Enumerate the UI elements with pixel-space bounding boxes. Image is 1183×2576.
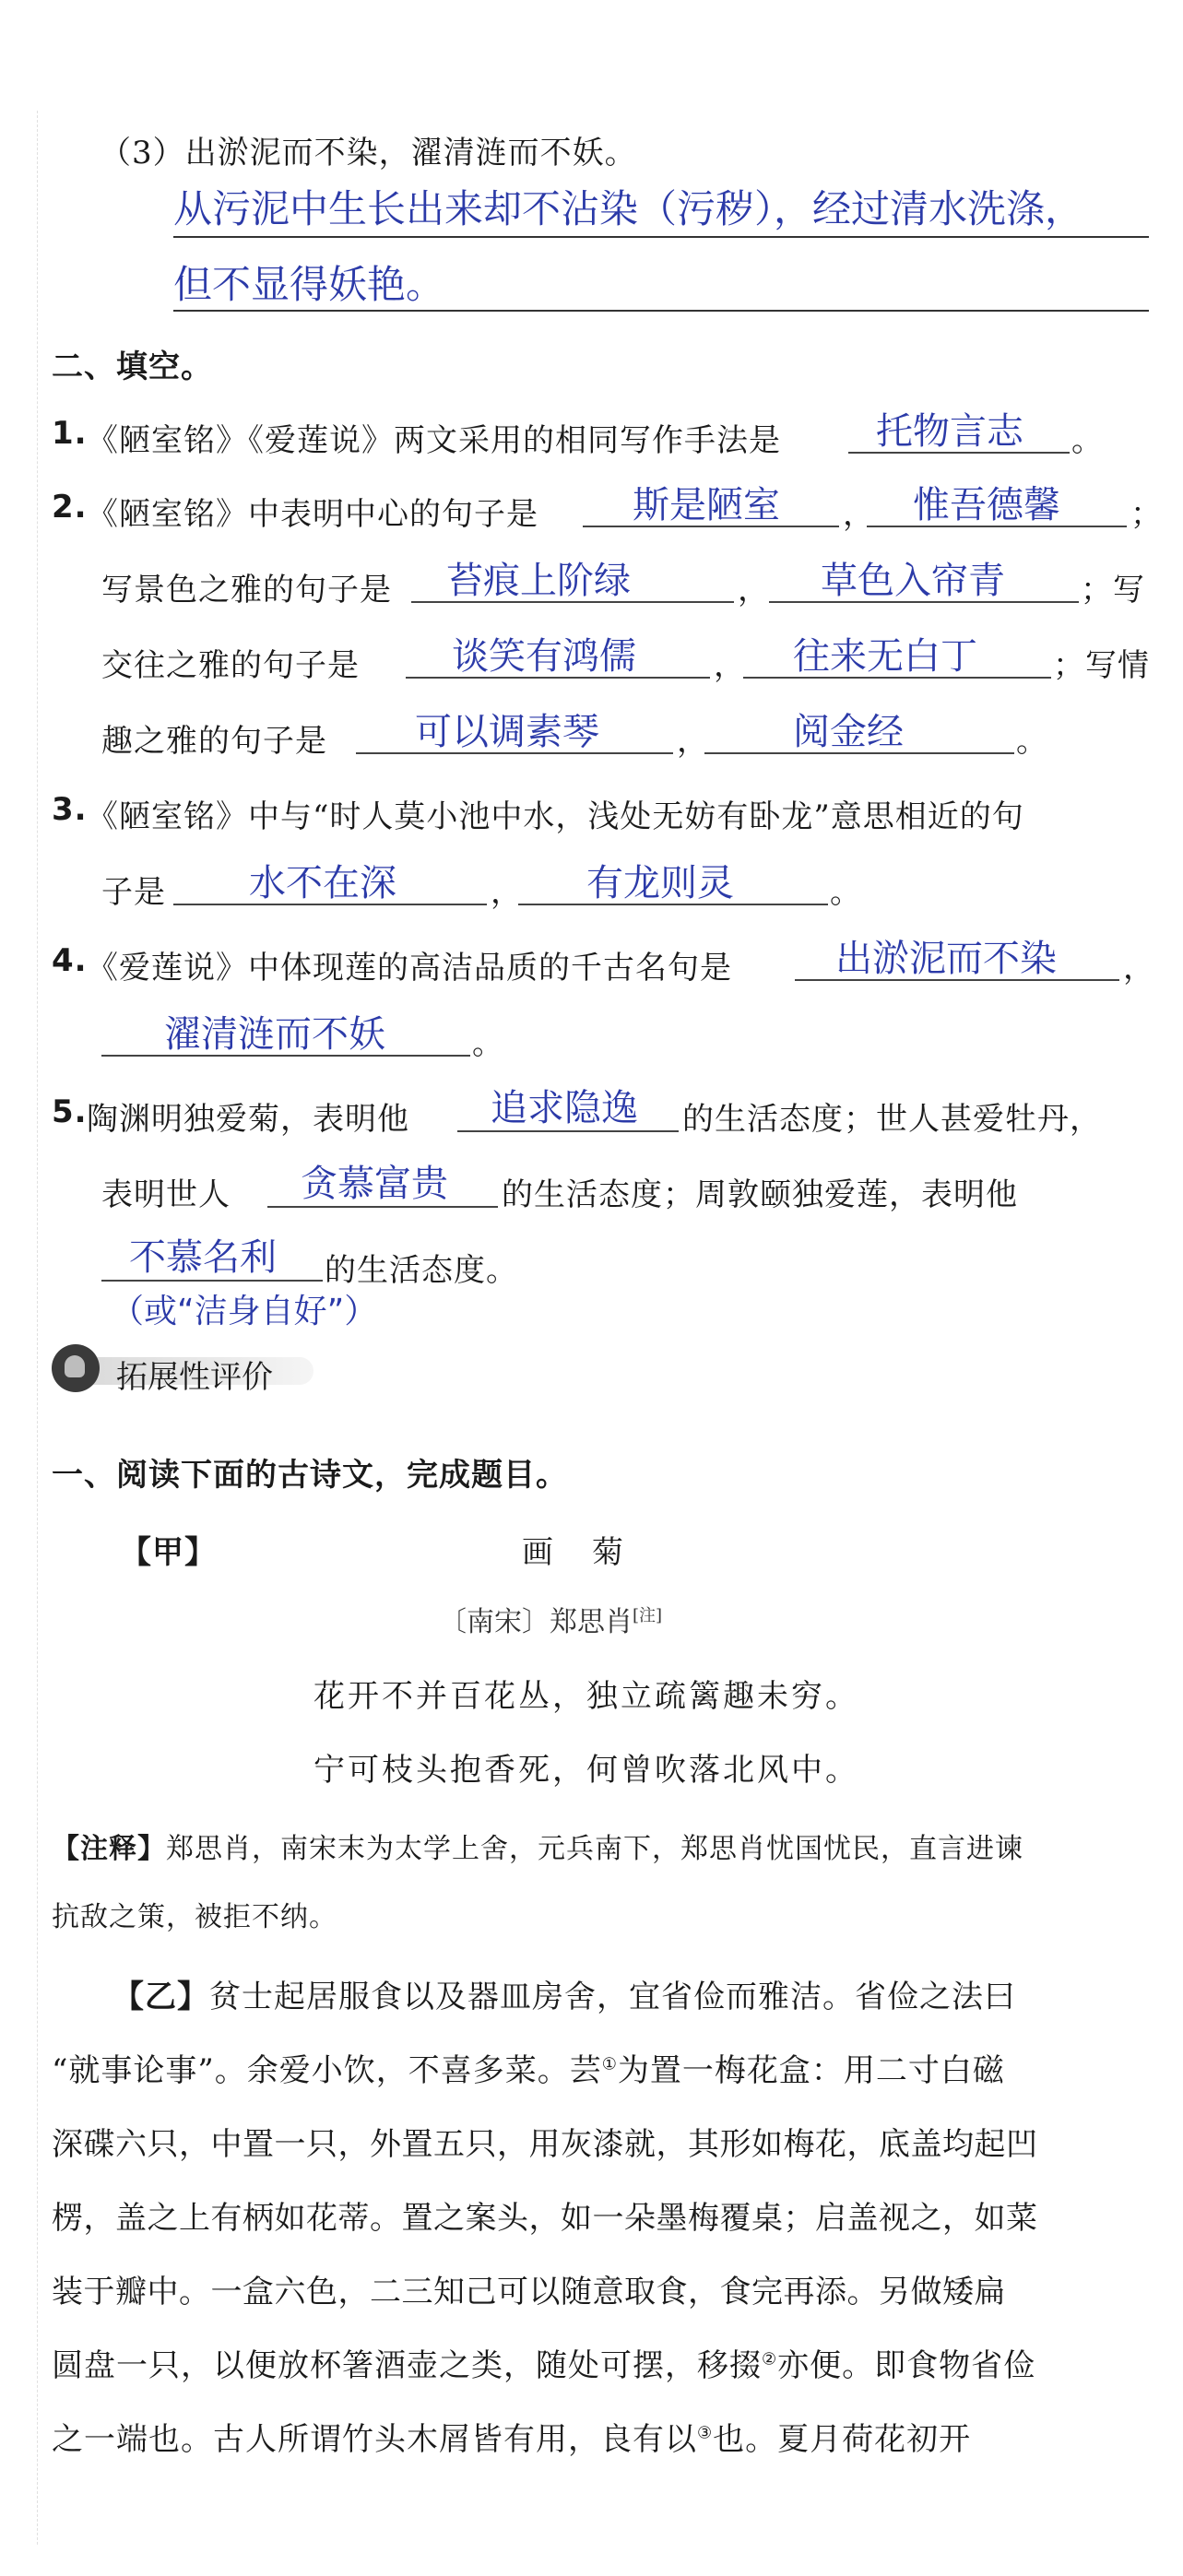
semicolon: ； bbox=[1130, 496, 1163, 533]
item2-answer6: 往来无白丁 bbox=[793, 635, 977, 678]
item3-num: 3. bbox=[52, 791, 88, 828]
q3-answer-line1: 从污泥中生长出来却不沾染（污秽），经过清水洗涤， bbox=[173, 186, 1084, 231]
blank-line bbox=[795, 979, 1119, 981]
blank-line bbox=[267, 1206, 498, 1208]
blank-line bbox=[704, 752, 1014, 754]
item2-num: 2. bbox=[52, 489, 88, 526]
section2-title: 二、填空。 bbox=[52, 349, 213, 385]
reading-title: 一、阅读下面的古诗文，完成题目。 bbox=[52, 1457, 568, 1494]
answer-line bbox=[173, 236, 1149, 238]
blank-line bbox=[101, 1055, 470, 1057]
blank-line bbox=[743, 677, 1051, 679]
item2-answer8: 阅金经 bbox=[793, 711, 904, 753]
yi-line1: 【乙】贫士起居服食以及器皿房舍，宜省俭而雅洁。省俭之法曰 bbox=[112, 1979, 1016, 2015]
blank-line bbox=[101, 1280, 323, 1282]
item1-text: 《陋室铭》《爱莲说》两文采用的相同写作手法是 bbox=[87, 422, 781, 459]
blank-line bbox=[769, 601, 1079, 603]
item3-line1: 《陋室铭》中与“时人莫小池中水，浅处无妨有卧龙”意思相近的句 bbox=[87, 798, 1024, 835]
item1-end: 。 bbox=[1071, 422, 1104, 459]
item5-answer3-alt: （或“洁身自好”） bbox=[111, 1293, 378, 1330]
blank-line bbox=[356, 752, 673, 754]
item2-line1: 《陋室铭》中表明中心的句子是 bbox=[87, 496, 538, 533]
item4-line1: 《爱莲说》中体现莲的高洁品质的千古名句是 bbox=[87, 950, 732, 987]
yi-line4: 楞，盖之上有柄如花蒂。置之案头，如一朵墨梅覆桌；启盖视之，如菜 bbox=[52, 2200, 1038, 2237]
comma: ， bbox=[491, 874, 523, 911]
yi-line5: 装于瓣中。一盒六色，二三知己可以随意取食，食完再添。另做矮扁 bbox=[52, 2274, 1006, 2310]
item2-line4: 趣之雅的句子是 bbox=[101, 723, 327, 760]
badge-label: 拓展性评价 bbox=[116, 1359, 273, 1396]
item2-line3-end: ；写情 bbox=[1053, 647, 1150, 684]
note-line1: 【注释】郑思肖，南宋末为太学上舍，元兵南下，郑思肖忧国忧民，直言进谏 bbox=[52, 1833, 1023, 1865]
item2-answer1: 斯是陋室 bbox=[633, 484, 780, 526]
item2-answer7: 可以调素琴 bbox=[415, 711, 599, 753]
item5-line3b: 的生活态度。 bbox=[325, 1252, 518, 1289]
item5-line1a: 陶渊明独爱菊，表明他 bbox=[87, 1101, 409, 1138]
note-line2: 抗敌之策，被拒不纳。 bbox=[52, 1901, 337, 1933]
yi-line3: 深碟六只，中置一只，外置五只，用灰漆就，其形如梅花，底盖均起凹 bbox=[52, 2126, 1038, 2163]
blank-line bbox=[583, 526, 839, 527]
blank-line bbox=[867, 526, 1127, 527]
poem-author: 〔南宋〕郑思肖[注] bbox=[439, 1606, 663, 1638]
item2-line2: 写景色之雅的句子是 bbox=[101, 572, 392, 609]
brain-icon bbox=[52, 1344, 100, 1392]
answer-line bbox=[173, 310, 1149, 312]
blank-line bbox=[518, 904, 828, 905]
item5-line2b: 的生活态度；周敦颐独爱莲，表明他 bbox=[502, 1176, 1018, 1213]
poem-line1: 花开不并百花丛，独立疏篱趣未穷。 bbox=[313, 1678, 859, 1715]
comma: ， bbox=[738, 572, 770, 609]
yi-line2: “就事论事”。余爱小饮，不喜多菜。芸①为置一梅花盒：用二寸白磁 bbox=[52, 2052, 1005, 2089]
item2-line2-end: ；写 bbox=[1081, 572, 1145, 609]
item2-answer2: 惟吾德馨 bbox=[913, 484, 1060, 526]
item4-end: 。 bbox=[472, 1025, 504, 1062]
comma: ， bbox=[714, 647, 746, 684]
item5-line1b: 的生活态度；世人甚爱牡丹， bbox=[682, 1101, 1102, 1138]
page-edge bbox=[37, 111, 38, 2545]
comma: ， bbox=[677, 723, 709, 760]
item2-end: 。 bbox=[1016, 723, 1048, 760]
blank-line bbox=[457, 1130, 679, 1132]
item5-answer3: 不慕名利 bbox=[129, 1236, 277, 1279]
item5-answer2: 贪慕富贵 bbox=[301, 1163, 448, 1205]
item5-line2a: 表明世人 bbox=[101, 1176, 231, 1213]
poem-line2: 宁可枝头抱香死，何曾吹落北风中。 bbox=[313, 1752, 859, 1789]
item5-num: 5. bbox=[52, 1093, 88, 1130]
q3-answer-line2: 但不显得妖艳。 bbox=[173, 262, 445, 307]
blank-line bbox=[848, 452, 1070, 454]
blank-line bbox=[411, 601, 734, 603]
jia-tag: 【甲】 bbox=[120, 1534, 217, 1571]
blank-line bbox=[173, 904, 487, 905]
item2-answer3: 苔痕上阶绿 bbox=[446, 560, 631, 602]
item4-answer1: 出淤泥而不染 bbox=[835, 938, 1057, 980]
comma: ， bbox=[843, 496, 875, 533]
item4-answer2: 濯清涟而不妖 bbox=[164, 1013, 385, 1056]
yi-line6: 圆盘一只，以便放杯箸酒壶之类，随处可摆，移掇②亦便。即食物省俭 bbox=[52, 2347, 1036, 2384]
item2-answer5: 谈笑有鸿儒 bbox=[452, 635, 636, 678]
item1-answer: 托物言志 bbox=[876, 410, 1023, 453]
poem-title: 画 菊 bbox=[522, 1534, 627, 1571]
comma: ， bbox=[1123, 950, 1155, 987]
item2-line3: 交往之雅的句子是 bbox=[101, 647, 360, 684]
yi-line7: 之一端也。古人所谓竹头木屑皆有用，良有以③也。夏月荷花初开 bbox=[52, 2421, 972, 2458]
blank-line bbox=[406, 677, 710, 679]
item3-answer2: 有龙则灵 bbox=[586, 862, 734, 904]
item2-answer4: 草色入帘青 bbox=[821, 560, 1005, 602]
item5-answer1: 追求隐逸 bbox=[491, 1087, 638, 1129]
item1-num: 1. bbox=[52, 415, 88, 452]
q3-prompt: （3）出淤泥而不染，濯清涟而不妖。 bbox=[100, 135, 637, 171]
item3-end: 。 bbox=[830, 874, 862, 911]
item4-num: 4. bbox=[52, 942, 88, 979]
item3-line2: 子是 bbox=[101, 874, 166, 911]
item3-answer1: 水不在深 bbox=[249, 862, 396, 904]
